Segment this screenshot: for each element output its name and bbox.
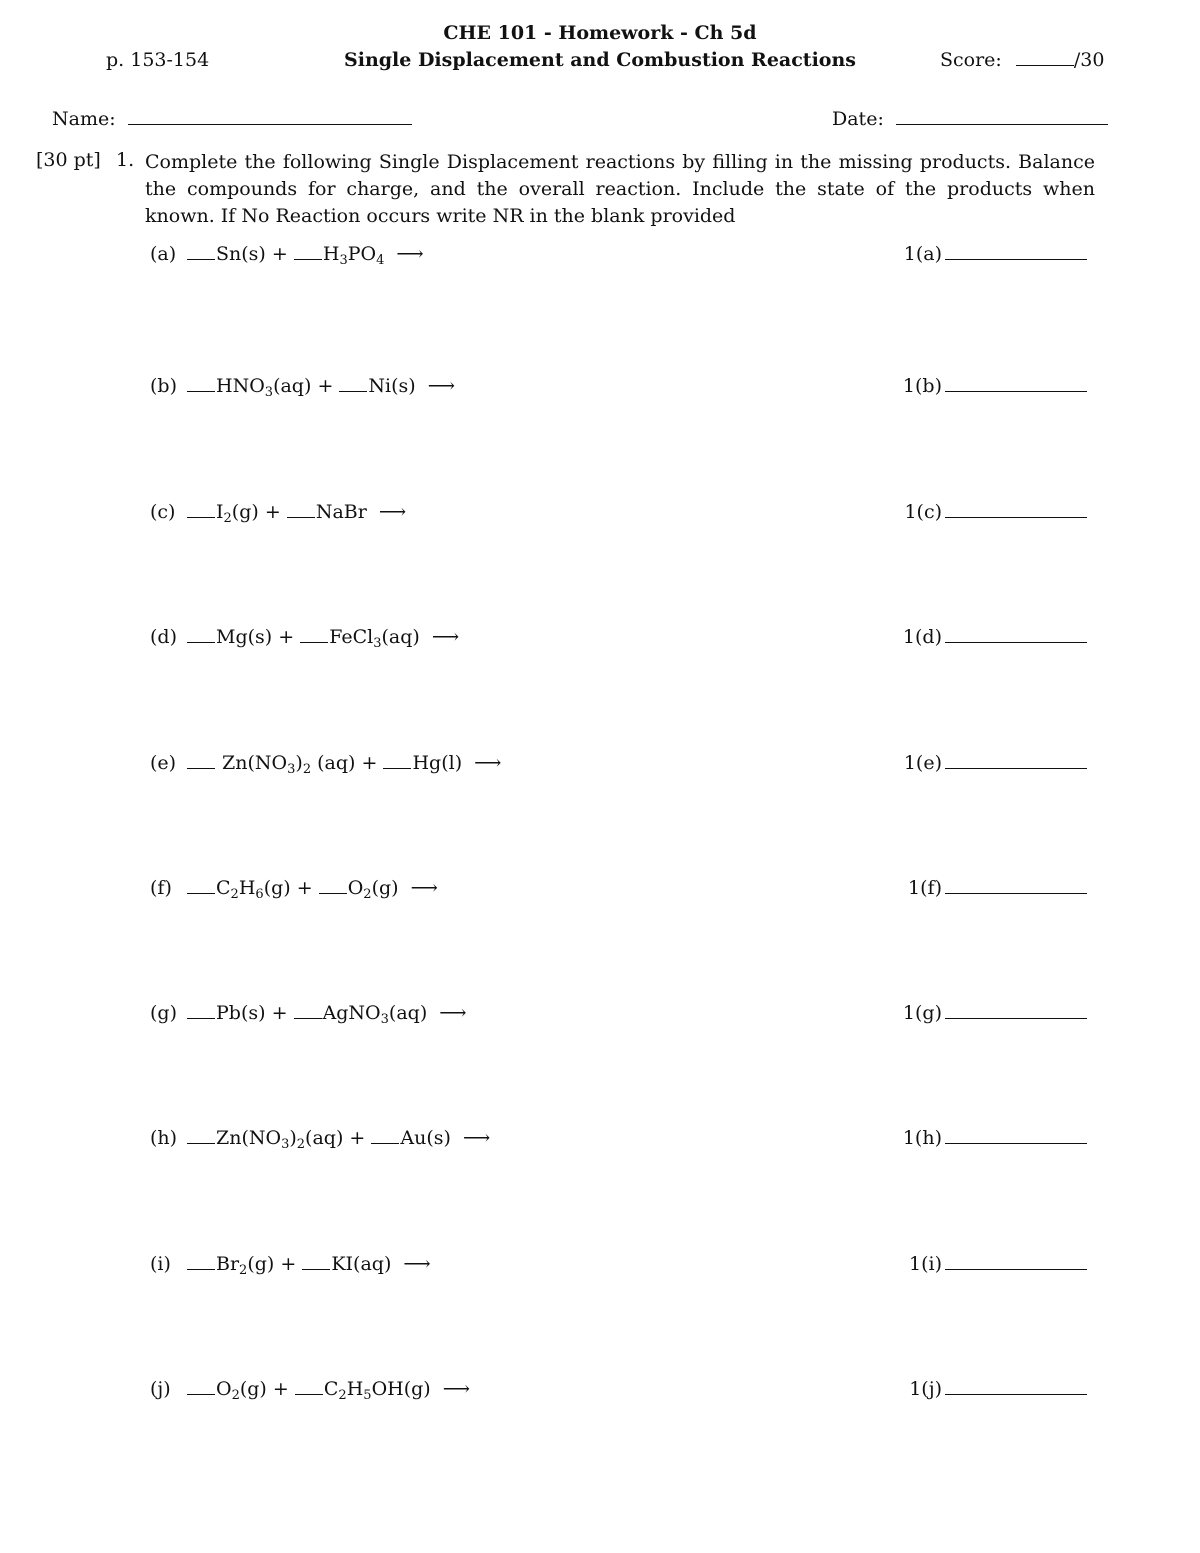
answer-j [890, 1378, 1090, 1400]
worksheet-subtitle: Single Displacement and Combustion Reactions [344, 49, 856, 71]
answer-label: 1(i) [909, 1253, 942, 1275]
name-field [52, 108, 412, 130]
date-blank[interactable] [896, 123, 1108, 125]
arrow-icon: ⟶ [396, 243, 424, 265]
reaction-label: (d) [150, 626, 177, 648]
answer-blank[interactable] [945, 390, 1087, 392]
reaction-i [150, 1253, 431, 1278]
reaction-e [150, 752, 502, 777]
score-field [940, 49, 1104, 71]
reaction-b [150, 375, 455, 400]
coefficient-blank[interactable] [294, 259, 322, 260]
plus-sign: + [317, 375, 334, 397]
coefficient-blank[interactable] [371, 1143, 399, 1144]
answer-e [890, 752, 1090, 774]
answer-c [890, 501, 1090, 523]
reactant-2: $C_2H_5OH(g)$ [323, 1378, 431, 1403]
page-range: p. 153-154 [106, 49, 210, 71]
coefficient-blank[interactable] [287, 517, 315, 518]
reactant-2: Au(s) [400, 1127, 451, 1149]
arrow-icon: ⟶ [442, 1378, 470, 1400]
score-total: /30 [1073, 49, 1105, 71]
reaction-label: (i) [150, 1253, 171, 1275]
answer-h [890, 1127, 1090, 1149]
reactant-1: $Br_2(g)$ [216, 1253, 275, 1278]
coefficient-blank[interactable] [187, 1143, 215, 1144]
coefficient-blank[interactable] [300, 642, 328, 643]
coefficient-blank[interactable] [319, 893, 347, 894]
answer-b [890, 375, 1090, 397]
arrow-icon: ⟶ [403, 1253, 431, 1275]
reactant-2: Hg(l) [412, 752, 463, 774]
coefficient-blank[interactable] [187, 642, 215, 643]
answer-blank[interactable] [945, 767, 1087, 769]
coefficient-blank[interactable] [187, 893, 215, 894]
answer-label: 1(c) [904, 501, 942, 523]
reaction-label: (b) [150, 375, 177, 397]
reactant-2: $O_2(g)$ [347, 877, 399, 902]
reaction-label: (a) [150, 243, 177, 265]
coefficient-blank[interactable] [187, 1394, 215, 1395]
reaction-d [150, 626, 460, 651]
reactant-2: KI(aq) [331, 1253, 392, 1275]
reactant-1: Sn(s) [216, 243, 266, 265]
answer-blank[interactable] [945, 1017, 1087, 1019]
reaction-label: (e) [150, 752, 177, 774]
question-number: 1. [116, 149, 135, 171]
plus-sign: + [272, 1378, 289, 1400]
answer-blank[interactable] [945, 258, 1087, 260]
reaction-c [150, 501, 407, 526]
arrow-icon: ⟶ [410, 877, 438, 899]
reaction-a [150, 243, 424, 268]
reactant-2: NaBr [315, 501, 367, 523]
coefficient-blank[interactable] [339, 391, 367, 392]
plus-sign: + [271, 1002, 288, 1024]
arrow-icon: ⟶ [462, 1127, 491, 1149]
question-prompt: Complete the following Single Displacement reactions by filling in the missing products. Balance the compounds for charge, and the overall reaction. Include the state of the products when known. If No Reaction occurs write NR in the blank provided [145, 151, 1095, 227]
coefficient-blank[interactable] [187, 517, 215, 518]
plus-sign: + [361, 752, 378, 774]
answer-blank[interactable] [945, 641, 1087, 643]
coefficient-blank[interactable] [187, 391, 215, 392]
arrow-icon: ⟶ [431, 626, 460, 648]
plus-sign: + [264, 501, 281, 523]
answer-label: 1(h) [902, 1127, 942, 1149]
answer-label: 1(g) [902, 1002, 942, 1024]
reactant-1: $I_2(g)$ [216, 501, 259, 526]
reactant-2: $H_3PO_4$ [322, 243, 385, 268]
coefficient-blank[interactable] [187, 1018, 215, 1019]
arrow-icon: ⟶ [474, 752, 502, 774]
answer-label: 1(j) [909, 1378, 942, 1400]
reactant-1: $Zn(NO_3)_2(aq)$ [216, 1127, 344, 1152]
reactant-2: AgNO$_3$(aq) [322, 1002, 428, 1027]
reactant-1: $HNO_3(aq)$ [216, 375, 312, 400]
date-label: Date: [832, 108, 884, 130]
answer-i [890, 1253, 1090, 1275]
reaction-label: (h) [150, 1127, 178, 1149]
plus-sign: + [296, 877, 313, 899]
reactant-1: Mg(s) [216, 626, 273, 648]
arrow-icon: ⟶ [439, 1002, 467, 1024]
reaction-label: (g) [150, 1002, 177, 1024]
plus-sign: + [349, 1127, 366, 1149]
answer-label: 1(f) [908, 877, 942, 899]
answer-f [890, 877, 1090, 899]
reactant-1: $C_2H_6(g)$ [216, 877, 291, 902]
answer-label: 1(b) [902, 375, 942, 397]
score-blank[interactable] [1016, 64, 1074, 66]
reactant-1: Pb(s) [216, 1002, 266, 1024]
answer-blank[interactable] [945, 1268, 1087, 1270]
reactant-1: $O_2(g)$ [216, 1378, 267, 1403]
page-title: CHE 101 - Homework - Ch 5d [443, 22, 757, 44]
answer-label: 1(e) [903, 752, 942, 774]
answer-blank[interactable] [945, 1393, 1087, 1395]
coefficient-blank[interactable] [187, 768, 215, 769]
reaction-h [150, 1127, 491, 1152]
name-blank[interactable] [128, 123, 412, 125]
answer-blank[interactable] [945, 892, 1087, 894]
arrow-icon: ⟶ [427, 375, 455, 397]
answer-blank[interactable] [945, 516, 1087, 518]
reaction-label: (c) [150, 501, 176, 523]
coefficient-blank[interactable] [295, 1394, 323, 1395]
answer-label: 1(d) [902, 626, 942, 648]
reaction-f [150, 877, 438, 902]
answer-a [890, 243, 1090, 265]
answer-g [890, 1002, 1090, 1024]
reaction-g [150, 1002, 467, 1027]
answer-label: 1(a) [903, 243, 942, 265]
reactant-2: FeCl$_3$(aq) [329, 626, 420, 651]
date-field [832, 108, 1108, 130]
plus-sign: + [278, 626, 295, 648]
plus-sign: + [280, 1253, 297, 1275]
coefficient-blank[interactable] [383, 768, 411, 769]
score-label: Score: [940, 49, 1002, 71]
arrow-icon: ⟶ [378, 501, 407, 523]
coefficient-blank[interactable] [294, 1018, 322, 1019]
question-points: [30 pt] [36, 149, 101, 171]
answer-blank[interactable] [945, 1142, 1087, 1144]
coefficient-blank[interactable] [302, 1269, 330, 1270]
answer-d [890, 626, 1090, 648]
coefficient-blank[interactable] [187, 1269, 215, 1270]
reaction-label: (f) [150, 877, 172, 899]
reaction-j [150, 1378, 470, 1403]
reaction-label: (j) [150, 1378, 171, 1400]
reactant-2: Ni(s) [368, 375, 416, 397]
name-label: Name: [52, 108, 116, 130]
coefficient-blank[interactable] [187, 259, 215, 260]
reactant-1: $Zn(NO_3)_2$ (aq) [222, 752, 356, 777]
plus-sign: + [271, 243, 288, 265]
